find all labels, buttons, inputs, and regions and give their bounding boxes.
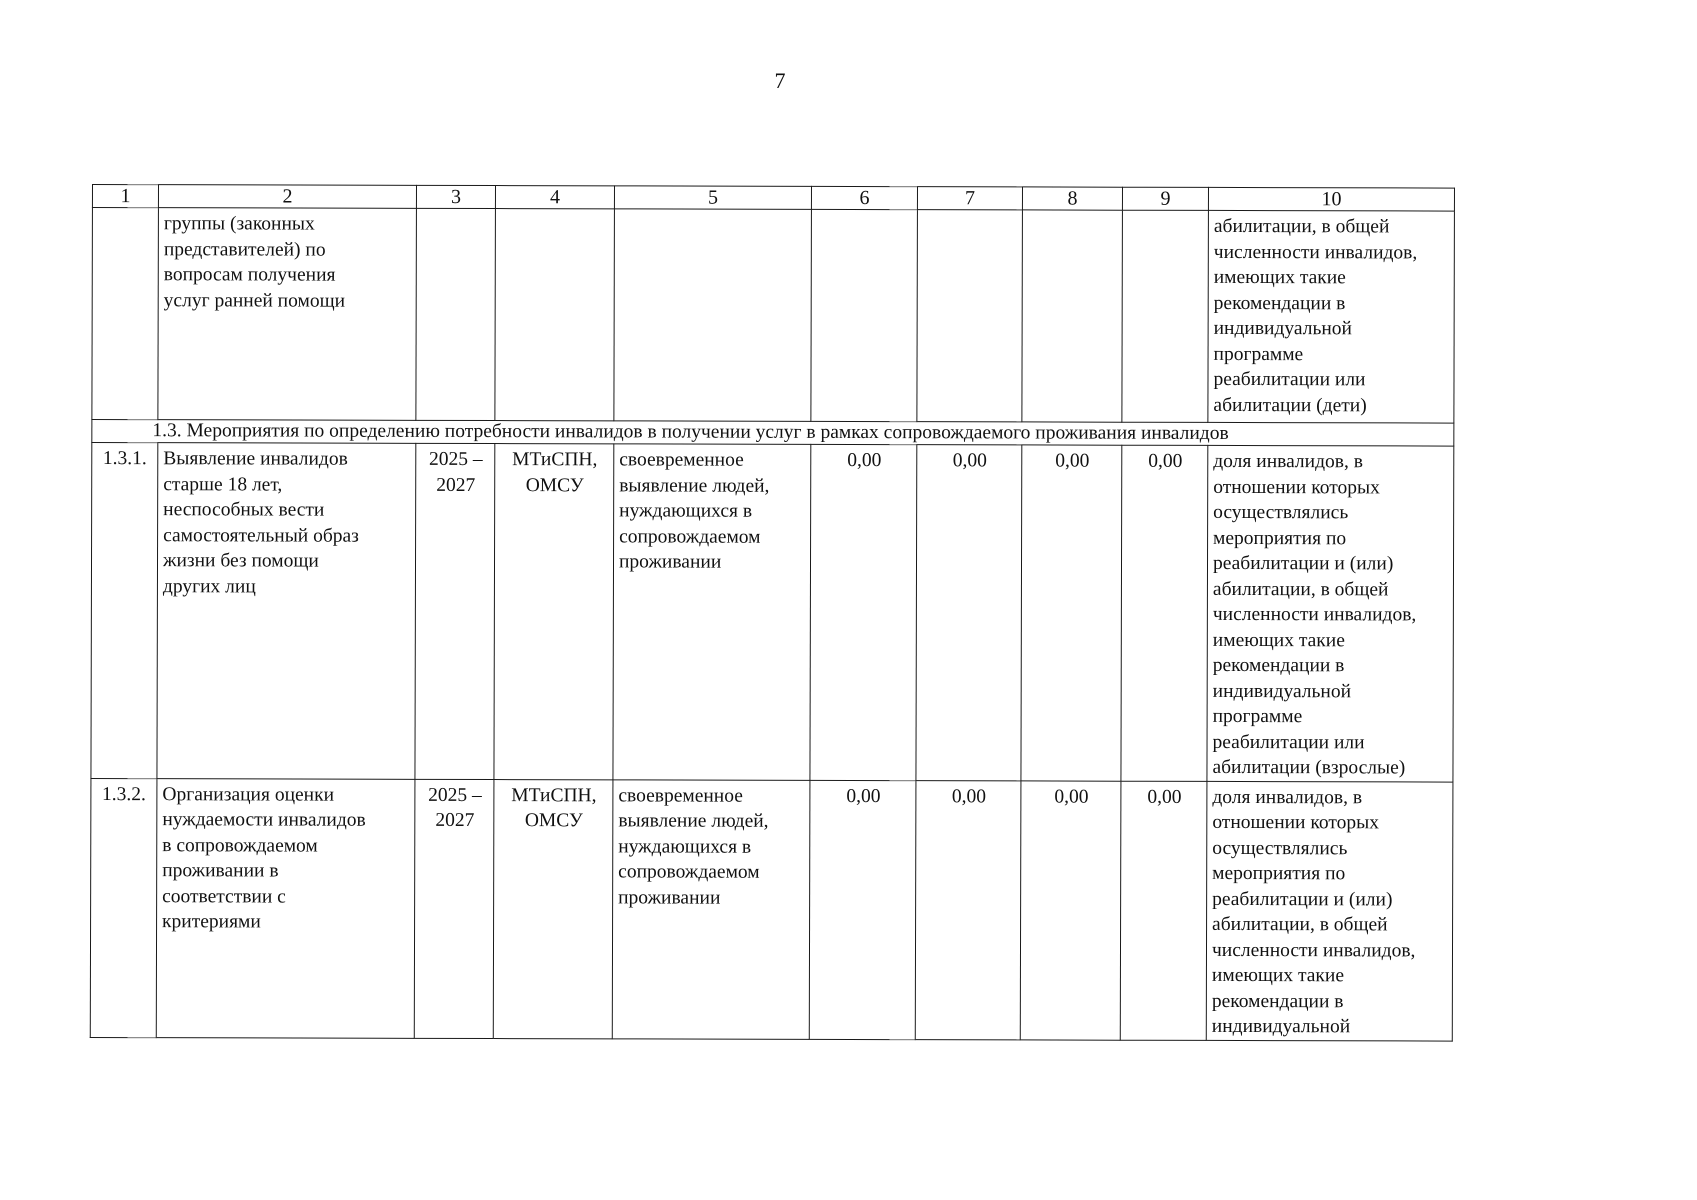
value-cell-col8: 0,00 <box>1021 445 1122 781</box>
indicator-cell: доля инвалидов, в отношении которых осуществлялись мероприятия по реабилитации и (или) абилитации, в общей численности инвалидов, имеющих такие рекомендации в индивидуальной <box>1206 781 1453 1041</box>
executors-cell: МТиСПН, ОМСУ <box>494 444 614 780</box>
table-cell <box>614 209 812 422</box>
value-cell-col8: 0,00 <box>1020 780 1121 1039</box>
column-header: 7 <box>917 187 1022 210</box>
section-heading-row <box>92 420 1454 447</box>
table-cell <box>1122 210 1209 422</box>
measures-table <box>90 184 1455 1041</box>
table-cell <box>416 208 496 420</box>
column-header: 6 <box>811 186 917 209</box>
row-number-cell: 1.3.2. <box>90 778 157 1037</box>
section-title: 1.3. Мероприятия по определению потребности инвалидов в получении услуг в рамках сопровождаемого проживания инвалидов <box>92 420 1454 447</box>
measure-name-cell: группы (законных представителей) по вопросам получения услуг ранней помощи <box>158 208 417 421</box>
value-cell-col7: 0,00 <box>916 445 1022 781</box>
page-number: 7 <box>774 68 786 93</box>
measure-name-cell: Выявление инвалидов старше 18 лет, неспособных вести самостоятельный образ жизни без помощи других лиц <box>157 443 416 779</box>
table-row <box>91 443 1454 782</box>
value-cell-col9: 0,00 <box>1120 781 1207 1040</box>
table-row <box>90 778 1453 1041</box>
measure-name-cell: Организация оценки нуждаемости инвалидов в сопровождаемом проживании в соответствии с критериями <box>156 778 415 1038</box>
result-cell: своевременное выявление людей, нуждающихся в сопровождаемом проживании <box>612 779 810 1039</box>
value-cell-col6: 0,00 <box>810 444 917 780</box>
table-cell <box>1022 210 1123 422</box>
period-cell: 2025 – 2027 <box>415 443 495 779</box>
row-number-cell: 1.3.1. <box>91 443 158 779</box>
indicator-cell: абилитации, в общей численности инвалидов, имеющих такие рекомендации в индивидуальной программе реабилитации или абилитации (дети) <box>1208 210 1455 423</box>
column-header: 8 <box>1022 187 1122 210</box>
column-header: 4 <box>495 186 614 209</box>
value-cell-col6: 0,00 <box>809 780 916 1039</box>
column-header: 9 <box>1122 187 1208 210</box>
column-header: 10 <box>1208 187 1454 211</box>
executors-cell: МТиСПН, ОМСУ <box>493 779 613 1038</box>
continuation-row <box>92 208 1455 424</box>
table-cell <box>92 208 159 420</box>
value-cell-col7: 0,00 <box>915 780 1021 1039</box>
result-cell: своевременное выявление людей, нуждающихся в сопровождаемом проживании <box>613 444 811 780</box>
table-cell <box>495 209 615 421</box>
column-header: 3 <box>416 185 495 208</box>
column-header: 1 <box>92 185 158 208</box>
indicator-cell: доля инвалидов, в отношении которых осуществлялись мероприятия по реабилитации и (или) абилитации, в общей численности инвалидов, имеющих такие рекомендации в индивидуальной программе реабилитации или абилитации (взрослые) <box>1207 445 1454 781</box>
period-cell: 2025 – 2027 <box>414 779 494 1038</box>
value-cell-col9: 0,00 <box>1121 445 1208 781</box>
table-cell <box>811 209 918 421</box>
table-cell <box>917 210 1023 422</box>
column-header: 5 <box>614 186 811 210</box>
column-header: 2 <box>158 185 416 209</box>
